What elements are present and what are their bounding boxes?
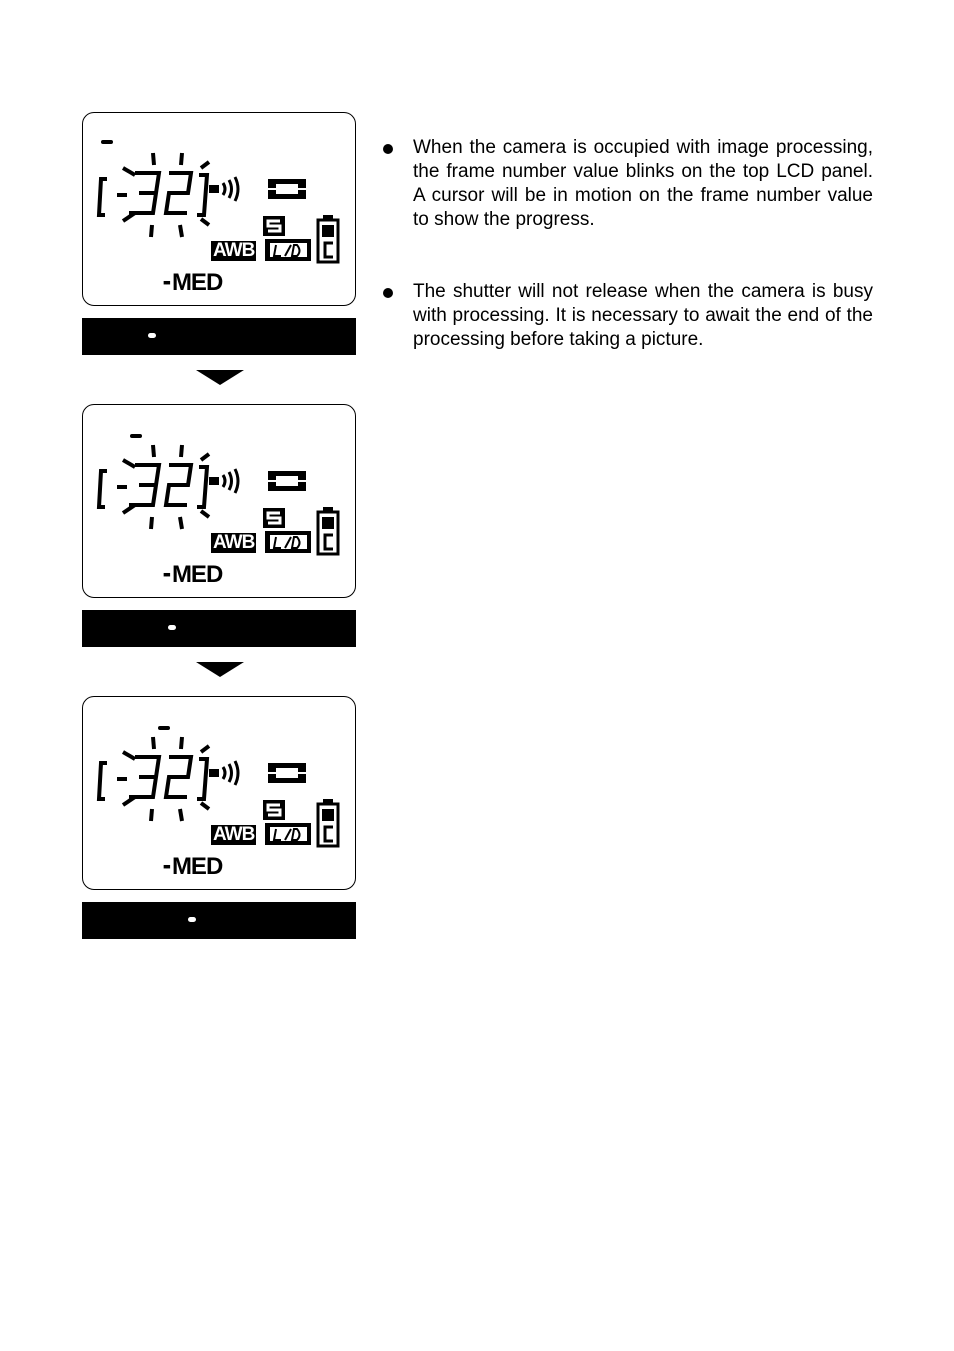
image-size-indicator	[163, 561, 222, 589]
progress-bar	[82, 318, 356, 355]
lcd-screen	[82, 404, 356, 598]
progress-cursor	[130, 434, 142, 438]
lcd-screen	[82, 112, 356, 306]
quality-icon: ▪▪	[163, 858, 169, 874]
quality-icon: ▪▪	[163, 566, 169, 582]
bullet-icon	[383, 144, 393, 154]
bullet-icon	[383, 288, 393, 298]
quality-icon: ▪▪	[163, 274, 169, 290]
bullet-text: The shutter will not release when the camera is busy with processing. It is necessary to await the end of the processing before taking a picture.	[413, 281, 873, 350]
image-size-indicator	[163, 269, 222, 297]
progress-cursor-dot	[168, 625, 176, 630]
progress-bar	[82, 610, 356, 647]
down-arrow-icon	[196, 662, 244, 677]
down-arrow-icon	[196, 370, 244, 385]
awb-indicator: AWB	[213, 824, 255, 845]
bullet-text: When the camera is occupied with image processing, the frame number value blinks on the top LCD panel. A cursor will be in motion on the frame number value to show the progress.	[413, 137, 873, 230]
progress-cursor	[101, 140, 113, 144]
progress-cursor-dot	[188, 917, 196, 922]
lcd-screen	[82, 696, 356, 890]
image-size-indicator	[163, 853, 222, 881]
awb-indicator: AWB	[213, 532, 255, 553]
image-size-label: MED	[171, 853, 223, 880]
progress-bar	[82, 902, 356, 939]
progress-cursor	[158, 726, 170, 730]
bullet-item-1	[383, 136, 873, 232]
progress-cursor-dot	[148, 333, 156, 338]
bullet-item-2	[383, 280, 873, 352]
awb-indicator: AWB	[213, 240, 255, 261]
image-size-label: MED	[171, 561, 223, 588]
image-size-label: MED	[171, 269, 223, 296]
